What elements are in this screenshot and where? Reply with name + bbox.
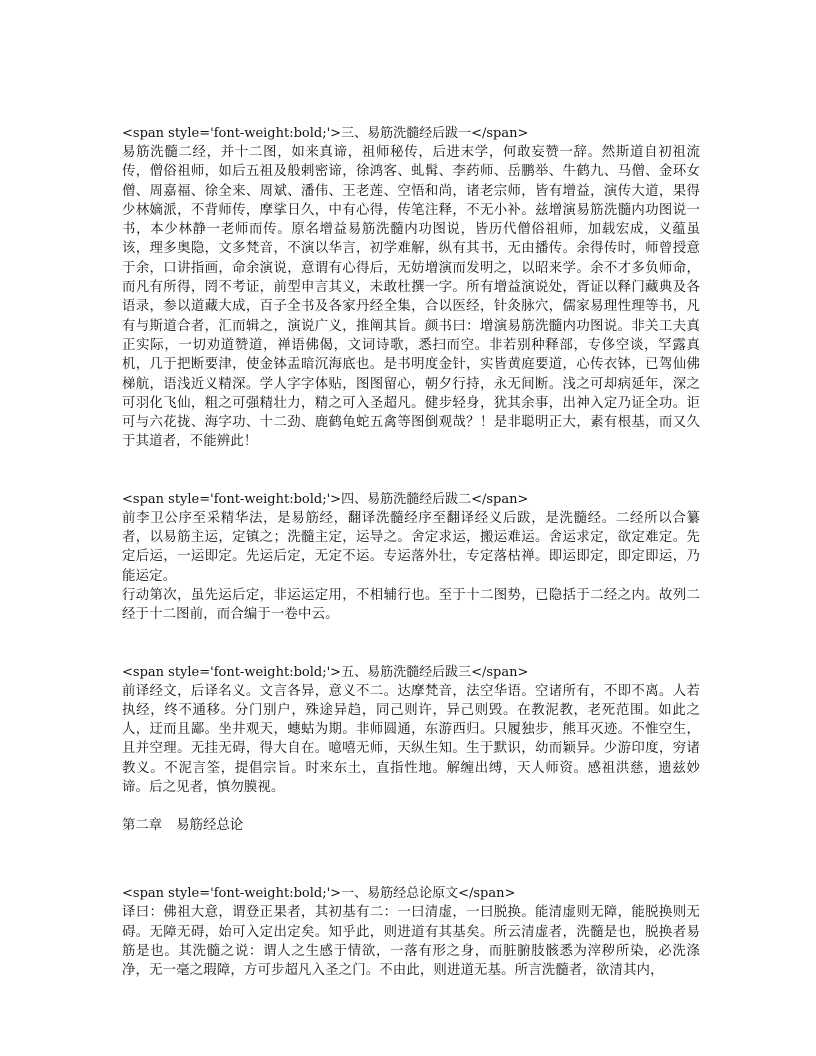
- chapter-title: [122, 816, 700, 835]
- section-paragraph: 前李卫公序至采精华法，是易筋经，翻译洗髓经序至翻译经义后跋，是洗髓经。二经所以合纂者，以易筋主运，定镇之；洗髓主定，运导之。舍定求运，搬运难运。舍运求定，欲定难定。先定后运，一运即定。先运后定，无定不运。专运落外壮，专定落枯禅。即运即定，即定即运，乃能运定。: [122, 510, 700, 584]
- section-paragraph: 前译经文，后译名义。文言各异，意义不二。达摩梵音，法空华语。空诸所有，不即不离。人若执经，终不通移。分门别户，殊途异趋，同己则许，异己则毁。在教泥教，老死范围。如此之人，迂而且鄙。坐井观天，蟪蛄为期。非师圆通，东游西归。只履独步，熊耳灭迹。不惟空生，且并空理。无挂无碍，得大自在。噫嘻无师，天纵生知。生于默识，幼而颖异。少游印度，穷诸教义。不泥言筌，提倡宗旨。时来东土，直指性地。解缠出缚，天人师资。感祖洪慈，遗兹妙谛。后之见者，慎勿膜视。: [122, 683, 700, 796]
- section-heading: <span style='font-weight:bold;'>五、易筋洗髓经后跋三</span>: [122, 664, 529, 680]
- section-heading: <span style='font-weight:bold;'>四、易筋洗髓经后跋二</span>: [122, 491, 529, 507]
- section-heading: <span style='font-weight:bold;'>三、易筋洗髓经后跋一</span>: [122, 126, 529, 141]
- chapter-name: 易筋经总论: [176, 818, 244, 834]
- section-paragraph: 行动第次，虽先运后定，非运运定用，不相辅行也。至于十二图势，已隐括于二经之内。故列二经于十二图前，而合编于一卷中云。: [122, 587, 700, 623]
- chapter-number: 第二章: [122, 818, 163, 834]
- section-spacer: [122, 452, 700, 490]
- section-heading: <span style='font-weight:bold;'>一、易筋经总论原文</span>: [122, 886, 516, 902]
- section-paragraph: 译曰：佛祖大意，谓登正果者，其初基有二：一曰清虚，一曰脱换。能清虚则无障，能脱换则无碍。无障无碍，始可入定出定矣。知乎此，则进道有其基矣。所云清虚者，洗髓是也，脱换者易筋是也。其洗髓之说：谓人之生感于情欲，一落有形之身，而脏腑肢骸悉为滓秽所染，必洗涤净，无一毫之瑕障，方可步超凡入圣之门。不由此，则进道无基。所言洗髓者，欲清其内，: [122, 905, 700, 979]
- section-spacer: [122, 625, 700, 663]
- section-spacer: [122, 797, 700, 816]
- section-spacer: [122, 835, 700, 884]
- document-page: [122, 124, 700, 981]
- section-paragraph: 易筋洗髓二经，并十二图，如来真谛，祖师秘传，后进末学，何敢妄赞一辞。然斯道自初祖流传，僧俗祖师，如后五祖及般剌密谛，徐鸿客、虬髯、李药师、岳鹏举、牛鹤九、马僧、金环女僧、周嘉福、徐全来、周斌、潘伟、王老莲、空悟和尚，诸老宗师，皆有增益，演传大道，果得少林嫡派，不背师传，摩挲日久，中有心得，传笔注释，不无小补。兹增演易筋洗髓内功图说一书，本少林静一老师而传。原名增益易筋洗髓内功图说，皆历代僧俗祖师，加载宏成，义蕴虽该，理多奥隐，文多梵音，不演以华言，初学难解，纵有其书，无由播传。余得传时，师曾授意于余，口讲指画，命余演说，意谓有心得后，无妨增演而发明之，以昭来学。余不才多负师命，而凡有所得，罔不考证，前型申言其义，未敢杜撰一字。所有增益演说处，胥证以释门藏典及各语录，参以道藏大成，百子全书及各家丹经全集，合以医经，针灸脉穴，儒家易理性理等书，凡有与斯道合者，汇而辑之，演说广义，推阐其旨。颜书曰：增演易筋洗髓内功图说。非关工夫真正实际，一切劝道赞道，禅语佛偈，文词诗歌，悉扫而空。非若别种释部，专侈空谈，罕露真机，几于把断要津，使金钵盂暗沉海底也。是书明度金针，实皆黄庭要道，心传衣钵，已驾仙佛梯航，语浅近义精深。学人字字体贴，图图留心，朝夕行持，永无间断。浅之可却病延年，深之可羽化飞仙，粗之可强精壮力，精之可入圣超凡。健步轻身，犹其余事，出神入定乃证全功。讵可与六花拢、海字功、十二劲、鹿鹤龟蛇五禽等图倒观哉？！是非聪明正大，素有根基，而又久于其道者，不能辨此！: [122, 145, 700, 450]
